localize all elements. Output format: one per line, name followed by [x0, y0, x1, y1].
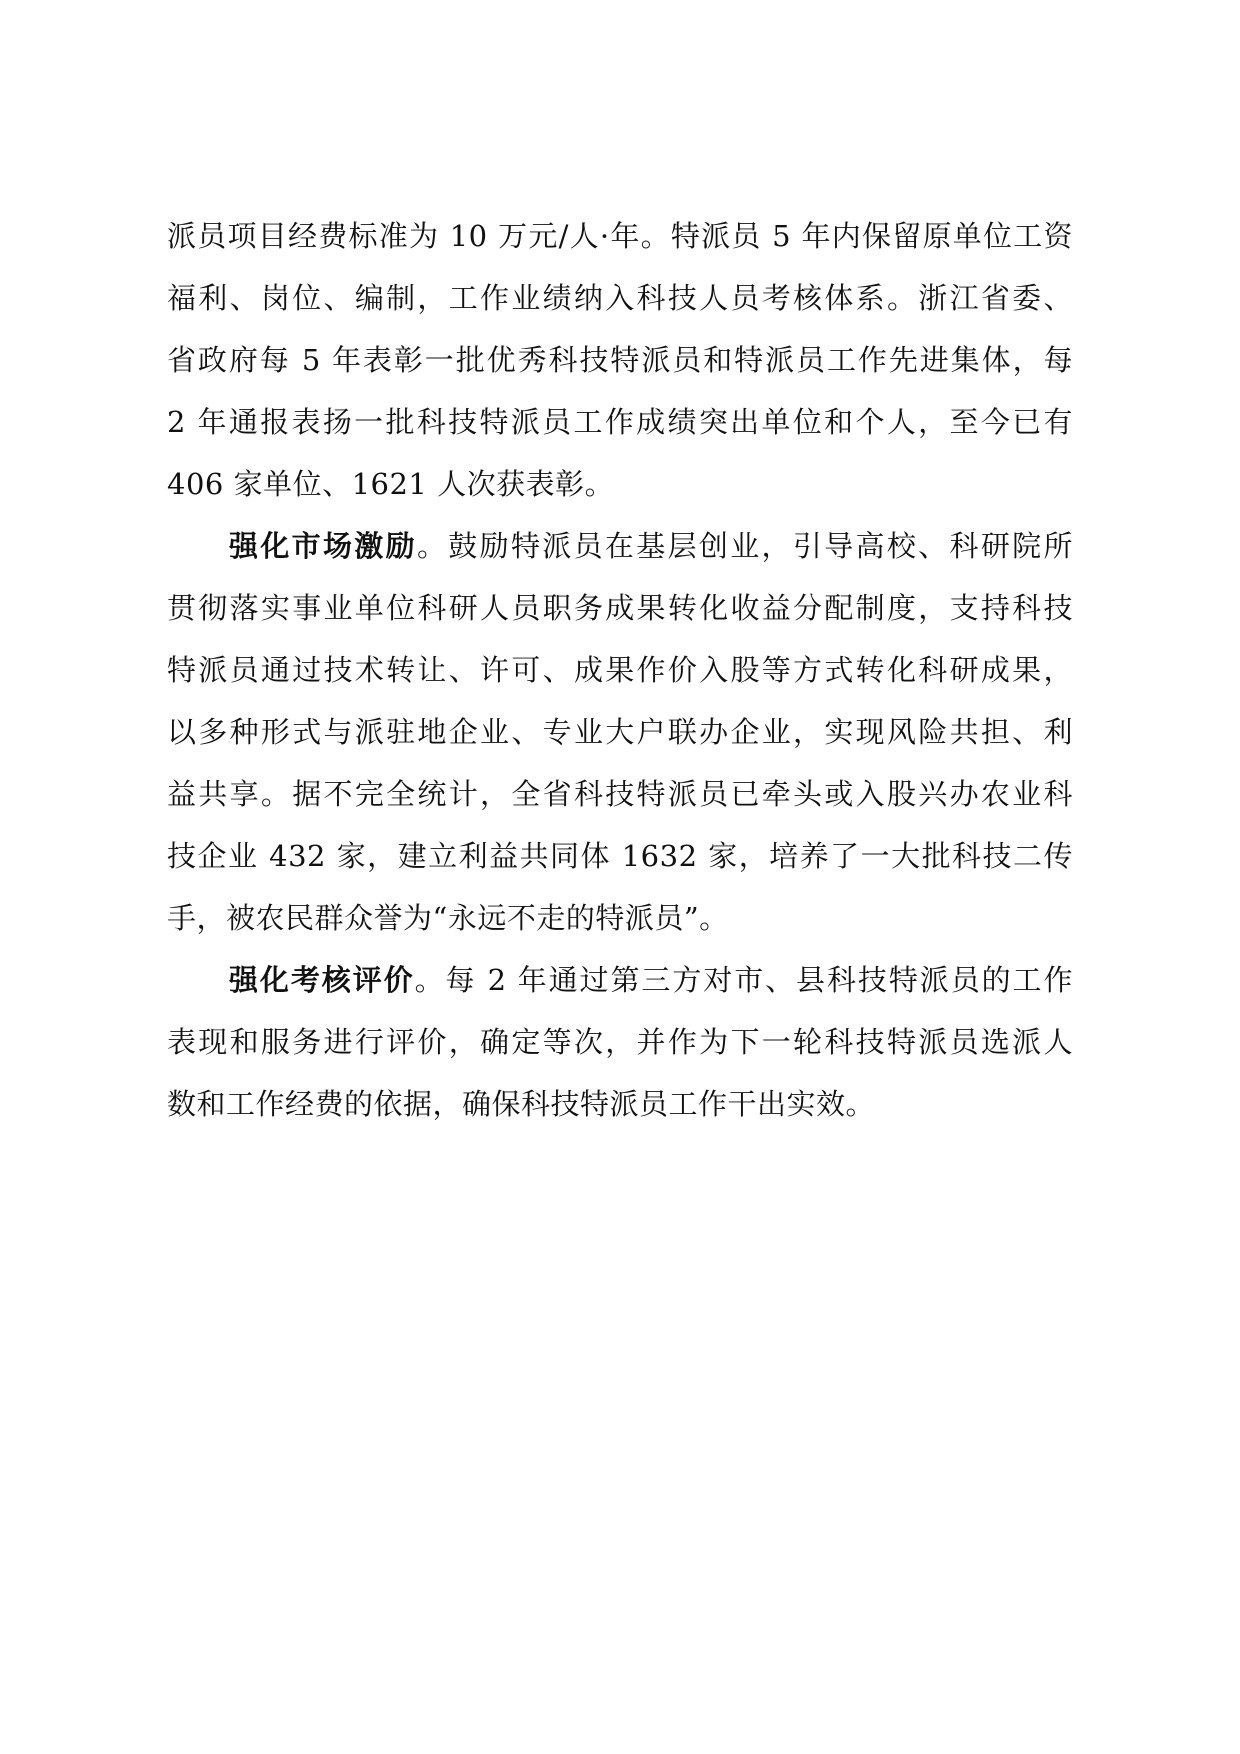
document-body [167, 205, 1073, 1135]
paragraph-line: 表现和服务进行评价，确定等次，并作为下一轮科技特派员选派人 [167, 1025, 1073, 1059]
paragraph-line: 406 家单位、1621 人次获表彰。 [167, 467, 615, 501]
paragraph-line: 福利、岗位、编制，工作业绩纳入科技人员考核体系。浙江省委、 [167, 281, 1073, 315]
paragraph-line: 手，被农民群众誉为“永远不走的特派员”。 [167, 901, 729, 935]
paragraph-heading: 强化市场激励 [229, 529, 417, 563]
paragraph-2 [167, 515, 1073, 949]
paragraph-line: 贯彻落实事业单位科研人员职务成果转化收益分配制度，支持科技 [167, 591, 1073, 625]
paragraph-line: 益共享。据不完全统计，全省科技特派员已牵头或入股兴办农业科 [167, 777, 1073, 811]
paragraph-line: 2 年通报表扬一批科技特派员工作成绩突出单位和个人，至今已有 [167, 405, 1073, 439]
paragraph-line: 数和工作经费的依据，确保科技特派员工作干出实效。 [167, 1087, 876, 1121]
paragraph-text: 。鼓励特派员在基层创业，引导高校、科研院所 [416, 529, 1073, 563]
paragraph-text: 。每 2 年通过第三方对市、县科技特派员的工作 [414, 963, 1073, 997]
paragraph-3 [167, 949, 1073, 1135]
paragraph-1 [167, 205, 1073, 515]
paragraph-heading: 强化考核评价 [229, 963, 415, 997]
paragraph-line: 派员项目经费标准为 10 万元/人·年。特派员 5 年内保留原单位工资 [167, 219, 1073, 253]
paragraph-first-line [167, 949, 1073, 1011]
paragraph-line: 特派员通过技术转让、许可、成果作价入股等方式转化科研成果， [167, 653, 1073, 687]
paragraph-line: 以多种形式与派驻地企业、专业大户联办企业，实现风险共担、利 [167, 715, 1073, 749]
paragraph-line: 技企业 432 家，建立利益共同体 1632 家，培养了一大批科技二传 [167, 839, 1073, 873]
paragraph-first-line [167, 515, 1073, 577]
paragraph-line: 省政府每 5 年表彰一批优秀科技特派员和特派员工作先进集体，每 [167, 343, 1073, 377]
